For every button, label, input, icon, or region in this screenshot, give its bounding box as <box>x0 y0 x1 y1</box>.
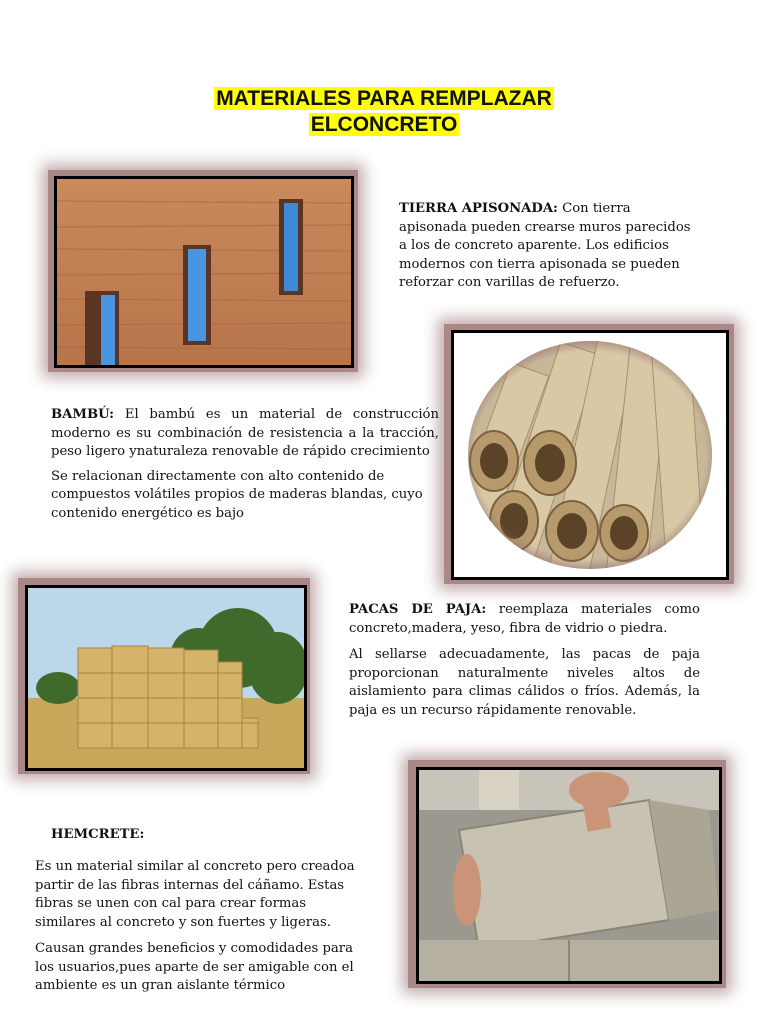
hemcrete-image <box>416 767 722 984</box>
tierra-body: Con tierra apisonada pueden crearse muros parecidos a los de concreto aparente. Los edificios modernos con tierra apisonada se pueden reforzar con varillas de refuerzo. <box>399 201 691 290</box>
section-bambu <box>51 406 439 529</box>
bambu-body: El bambú es un material de construcción moderno es su combinación de resistencia a la tracción, peso ligero ynaturaleza renovable de rápido crecimiento <box>51 407 439 459</box>
hemcrete-body: Es un material similar al concreto pero creadoa partir de las fibras internas del cáñamo. Estas fibras se unen con cal para crear formas similares al concreto y son fuertes y ligeras. <box>35 859 355 930</box>
page-title <box>0 86 768 138</box>
pacas-heading: PACAS DE PAJA: <box>349 602 487 617</box>
hemcrete-heading: HEMCRETE: <box>51 827 145 842</box>
tierra-heading: TIERRA APISONADA: <box>399 201 558 216</box>
title-line-1: MATERIALES PARA REMPLAZAR <box>216 87 552 110</box>
straw-bales-image <box>25 585 307 771</box>
rammed-earth-image <box>54 176 354 368</box>
hemcrete-body-2: Causan grandes beneficios y comodidades para los usuarios,pues aparte de ser amigable con el ambiente es un gran aislante térmico <box>35 941 354 993</box>
section-hemcrete-heading <box>51 826 351 845</box>
section-pacas <box>349 601 700 726</box>
section-hemcrete <box>35 858 365 1002</box>
pacas-body: reemplaza materiales como concreto,madera, yeso, fibra de vidrio o piedra. <box>349 602 700 636</box>
pacas-body-2: Al sellarse adecuadamente, las pacas de paja proporcionan naturalmente niveles altos de aislamiento para climas cálidos o fríos. Además, la paja es un recurso rápidamente renovable. <box>349 647 700 718</box>
title-line-2: ELCONCRETO <box>310 113 458 136</box>
bambu-heading: BAMBÚ: <box>51 407 115 422</box>
section-tierra <box>399 200 699 299</box>
bamboo-image <box>451 330 729 580</box>
bambu-body-2: Se relacionan directamente con alto contenido de compuestos volátiles propios de maderas blandas, cuyo contenido energético es bajo <box>51 468 423 521</box>
